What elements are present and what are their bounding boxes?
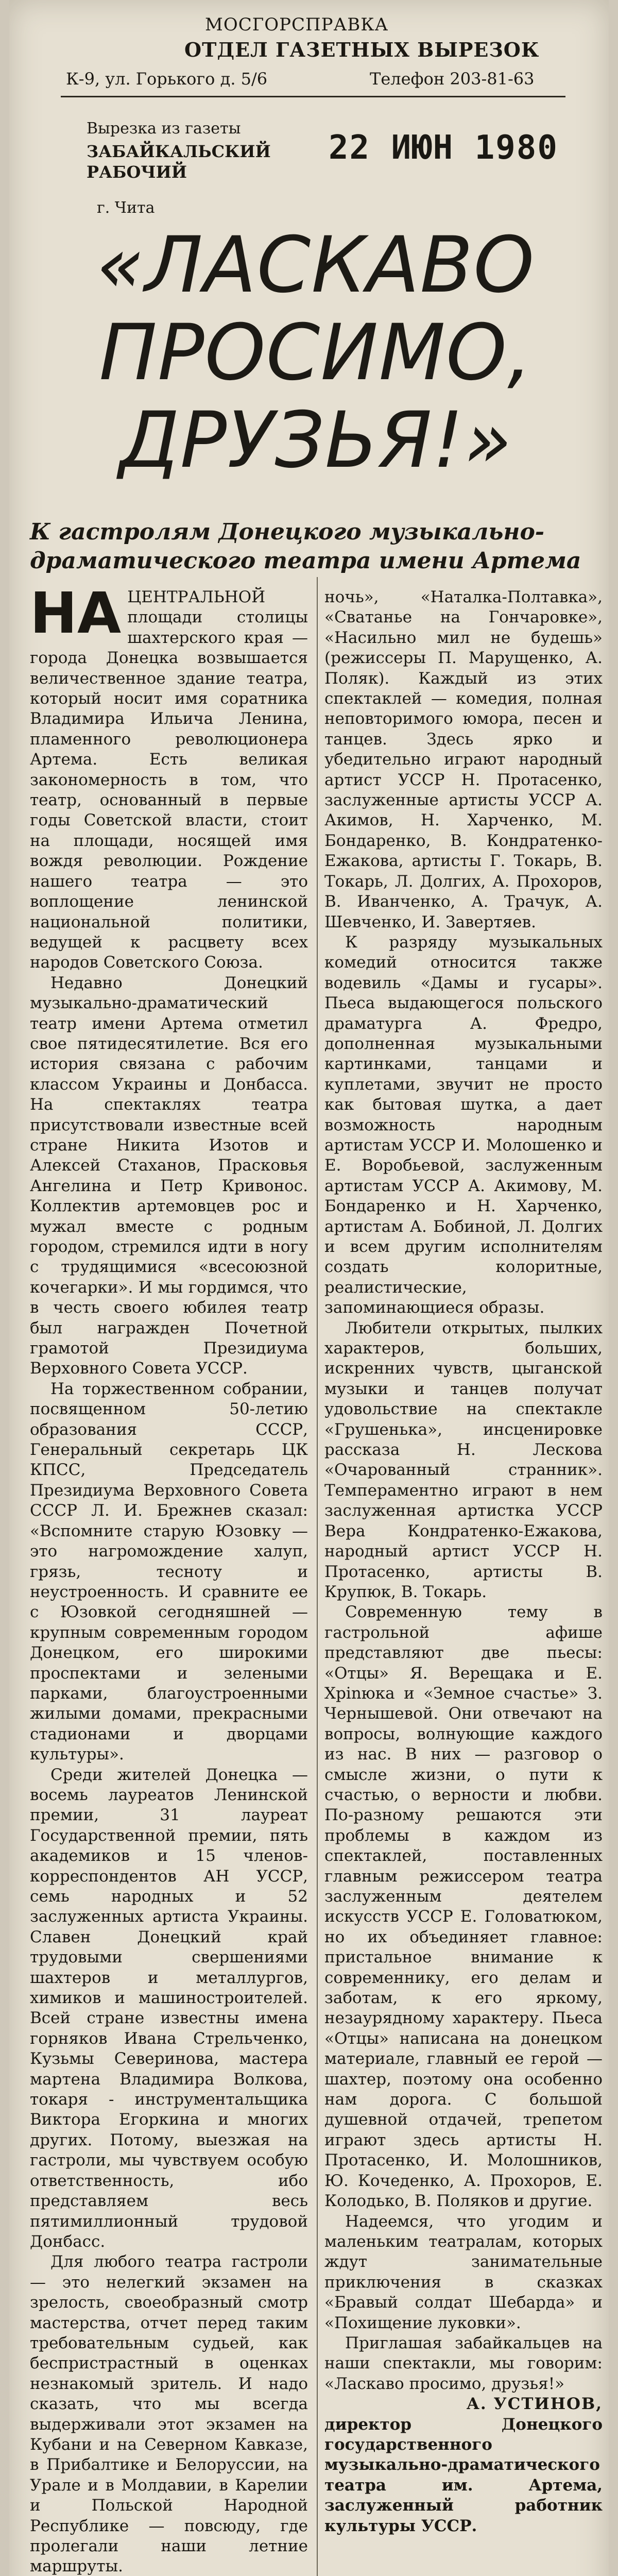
stamp-phone: Телефон 203-81-63 [370, 69, 535, 89]
dropcap: НА [30, 580, 122, 646]
paragraph: Для любого театра гастроли — это нелегкий экзамен на зрелость, своеобразный смотр мастерства, отчет перед таким требовательным судьей, как беспристрастный в оценках незнакомый зритель. И надо сказать, что мы всегда выдерживали этот экзамен на Кубани и на Северном Кавказе, в Прибалтике и Белоруссии, на Урале и в Молдавии, в Карелии и Польской Народной Республике — повсюду, где пролегали наши летние маршруты. [30, 2252, 308, 2576]
stamp-organization: МОСГОРСПРАВКА [205, 14, 389, 35]
stamp-address: К-9, ул. Горького д. 5/6 [66, 69, 268, 89]
date-stamp: 22 ИЮН 1980 [329, 129, 558, 167]
author-name: А. УСТИНОВ, [466, 2395, 603, 2414]
column-divider [317, 577, 318, 2576]
stamp-cutting-label: Вырезка из газеты [87, 120, 241, 138]
paragraph: Среди жителей Донецка — восемь лауреатов Ленинской премии, 31 лауреат Государственной премии, пять академиков и 15 членов-корреспондентов АН УССР, семь народных и 52 заслуженных артиста Украины. Славен Донецкий край трудовыми свершениями шахтеров и металлургов, химиков и машиностроителей. Всей стране известны имена горняков Ивана Стрельченко, Кузьмы Северинова, мастера мартена Владимира Волкова, токаря - инструментальщика Виктора Егоркина и многих других. Потому, выезжая на гастроли, мы чувствуем особую ответственность, ибо представляем весь пятимиллионный трудовой Донбасс. [30, 1765, 308, 2251]
author-title: директор Донецкого государственного музыкально-драматического театра им. Артема, заслуженный работник культуры УССР. [324, 2415, 603, 2535]
article-subheadline: К гастролям Донецкого музыкально-драматического театра имени Артема [30, 519, 581, 574]
paragraph: ночь», «Наталка-Полтавка», «Сватанье на Гончаровке», «Насильно мил не будешь» (режиссеры П. Марущенко, А. Поляк). Каждый из этих спектаклей — комедия, полная неповторимого юмора, песен и танцев. Здесь ярко и убедительно играют народный артист УССР Н. Протасенко, заслуженные артисты УССР А. Акимов, Н. Харченко, М. Бондаренко, В. Кондратенко-Ежакова, артисты Г. Токарь, В. Токарь, Л. Долгих, А. Прохоров, В. Иванченко, А. Трачук, А. Шевченко, И. Завертяев. [324, 588, 603, 931]
newspaper-clipping [9, 0, 609, 2576]
stamp-department: ОТДЕЛ ГАЗЕТНЫХ ВЫРЕЗОК [184, 38, 540, 61]
paragraph: Недавно Донецкий музыкально-драматический театр имени Артема отметил свое пятидесятилетие. Вся его история связана с рабочим классом Украины и Донбасса. На спектаклях театра присутствовали известные всей стране Никита Изотов и Алексей Стаханов, Прасковья Ангелина и Петр Кривонос. Коллектив артемовцев рос и мужал вместе с родным городом, стремился идти в ногу с трудящимися «всесоюзной кочегарки». И мы гордимся, что в честь своего юбилея театр был награжден Почетной грамотой Президиума Верховного Совета УССР. [30, 973, 308, 1378]
paragraph: ЦЕНТРАЛЬНОЙ площади столицы шахтерского края — города Донецка возвышается величественное здание театра, который носит имя соратника Владимира Ильича Ленина, пламенного революционера Артема. Есть великая закономерность в том, что театр, основанный в первые годы Советской власти, стоит на площади, носящей имя вождя революции. Рождение нашего театра — это воплощение ленинской национальной политики, ведущей к расцвету всех народов Советского Союза. [30, 588, 308, 972]
paragraph: Надеемся, что угодим и маленьким театралам, которых ждут занимательные приключения в сказках «Бравый солдат Шебарда» и «Похищение луковки». [324, 2212, 603, 2332]
paragraph: К разряду музыкальных комедий относится также водевиль «Дамы и гусары». Пьеса выдающегося польского драматурга А. Фредро, дополненная музыкальными картинками, танцами и куплетами, звучит не просто как бытовая шутка, а дает возможность народным артистам УССР И. Молошенко и Е. Воробьевой, заслуженным артистам УССР А. Акимову, М. Бондаренко и Н. Харченко, артистам А. Бобиной, Л. Долгих и всем другим исполнителям создать колоритные, реалистические, запоминающиеся образы. [324, 933, 603, 1317]
article-headline: «ЛАСКАВО ПРОСИМО, ДРУЗЬЯ!» [96, 221, 535, 485]
left-column [30, 580, 308, 2576]
paragraph: Приглашая забайкальцев на наши спектакли, мы говорим: «Ласкаво просимо, друзья!» [324, 2333, 603, 2393]
paragraph: Современную тему в гастрольной афише представляют две пьесы: «Отцы» Я. Верещака и Е. Хрinюка и «Земное счастье» З. Чернышевой. Они отвечают на вопросы, волнующие каждого из нас. В них — разговор о смысле жизни, о пути к счастью, о верности и любви. По-разному решаются эти проблемы в каждом из спектаклей, поставленных главным режиссером театра заслуженным деятелем искусств УССР Е. Головатюком, но их объединяет главное: пристальное внимание к современнику, его делам и заботам, к его яркому, незаурядному характеру. Пьеса «Отцы» написана на донецком материале, главный ее герой — шахтер, поэтому она особенно нам дорога. С большой душевной отдачей, трепетом играют здесь артисты Н. Протасенко, И. Молошников, Ю. Кочеденко, А. Прохоров, Е. Колодько, В. Поляков и другие. [324, 1603, 603, 2211]
stamp-newspaper-name: ЗАБАЙКАЛЬСКИЙ РАБОЧИЙ [87, 142, 271, 182]
right-column [324, 587, 603, 2536]
stamp-city: г. Чита [97, 199, 155, 217]
stamp-divider [61, 96, 565, 97]
paragraph: Любители открытых, пылких характеров, больших, искренних чувств, цыганской музыки и танцев получат удовольствие на спектакле «Грушенька», инсценировке рассказа Н. Лескова «Очарованный странник». Темпераментно играют в нем заслуженная артистка УССР Вера Кондратенко-Ежакова, народный артист УССР Н. Протасенко, артисты В. Крупюк, В. Токарь. [324, 1318, 603, 1601]
agency-stamp [50, 9, 576, 217]
paragraph: На торжественном собрании, посвященном 50-летию образования СССР, Генеральный секретарь ЦК КПСС, Председатель Президиума Верховного Совета СССР Л. И. Брежнев сказал: «Вспомните старую Юзовку — это нагромождение халуп, грязь, тесноту и неустроенность. И сравните ее с Юзовкой сегодняшней — крупным современным городом Донецком, его широкими проспектами и зелеными парками, благоустроенными жилыми домами, прекрасными стадионами и дворцами культуры». [30, 1379, 308, 1764]
